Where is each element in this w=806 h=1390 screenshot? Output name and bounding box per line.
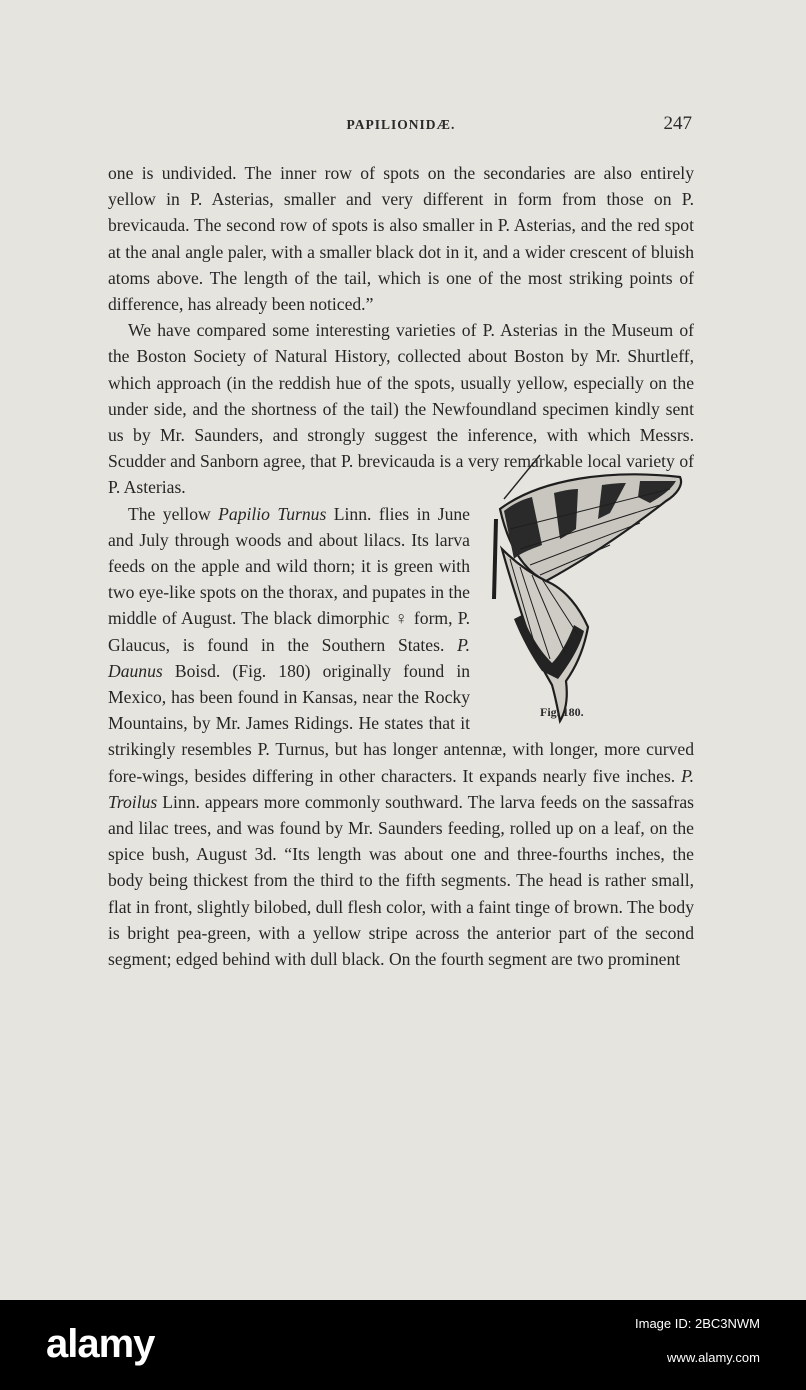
image-id-label: Image ID: 2BC3NWM — [635, 1316, 760, 1331]
running-head: PAPILIONIDÆ. — [346, 117, 456, 132]
species-name-papilio-turnus: Papilio Turnus — [218, 503, 327, 524]
species-name-p-daunus: P. Daunus — [108, 634, 470, 681]
figure-caption: Fig. 180. — [540, 704, 584, 719]
paragraph-3-g: Linn. appears more commonly southward. The larva feeds on the sassafras and lilac trees, and was found by Mr. Saunders feeding, rolled up on a leaf, on the spice bush, August 3d. “Its length was about one and three-fourths inches, the body being thickest from the third to the fifth segments. The head is rather small, flat in front, slightly bilobed, dull flesh color, with a faint tinge of brown. The body is bright pea-green, with a yellow stripe across the anterior part of the second segment; edged behind with dull black. On the fourth segment are two prominent — [108, 791, 694, 970]
paragraph-3-e: Boisd. (Fig. 180) originally found in Mexico, has been found in Kansas, near the Rocky Mountains, by Mr. James Ridings. He states that it strikingly resembles P. Turnus, but has longer antennæ, with longer, more curved fore-wings, besides differing in other characters. It expands nearly five inches. — [108, 660, 694, 786]
site-url[interactable]: www.alamy.com — [667, 1350, 760, 1365]
paragraph-3-a: The yellow — [128, 503, 219, 524]
watermark-footer — [0, 1300, 806, 1390]
butterfly-wing-illustration-icon — [480, 449, 694, 725]
paragraph-3 — [108, 501, 694, 973]
paragraph-3-c: Linn. flies in June and July through woods and about lilacs. Its larva feeds on the apple and wild thorn; it is green with two eye-like spots on the thorax, and pupates in the middle of August. The black dimorphic ♀ form, P. Glaucus, is found in the Southern States. — [108, 503, 470, 655]
paragraph-2-text: We have compared some interesting varieties of P. Asterias in the Museum of the Boston Society of Natural History, collected about Boston by Mr. Shurtleff, which approach (in the reddish hue of the spots, usually yellow, especially on the under side, and the shortness of the tail) the Newfoundland specimen kindly sent us by Mr. Saunders, and strongly suggest the inference, with which Messrs. Scudder and Sanborn agree, that P. brevicauda is a very remarkable local variety of P. Asterias. — [108, 320, 694, 498]
species-name-p-troilus: P. Troilus — [108, 765, 694, 812]
body-text — [108, 160, 694, 972]
figure-180 — [480, 449, 694, 725]
brand-logo: alamy — [46, 1322, 155, 1366]
page-number: 247 — [663, 113, 692, 134]
page-header — [108, 113, 694, 139]
paragraph-1: one is undivided. The inner row of spots on the secondaries are also entirely yellow in P. Asterias, smaller and very different in form from those on P. brevicauda. The second row of spots is also smaller in P. Asterias, and the red spot at the anal angle paler, with a smaller black dot in it, and a wider crescent of bluish atoms above. The length of the tail, which is one of the most striking points of difference, has already been noticed.” — [108, 163, 694, 315]
